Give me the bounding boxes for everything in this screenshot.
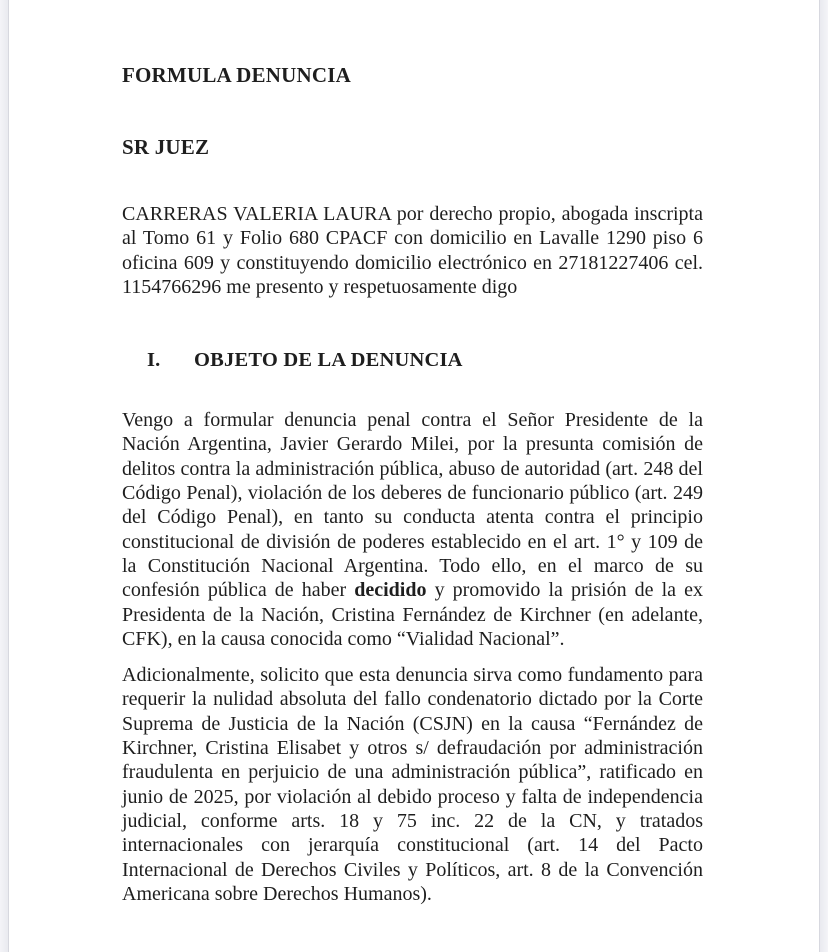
- object-paragraph-bold-word: decidido: [354, 579, 427, 602]
- section-number: I.: [147, 349, 161, 372]
- object-paragraph-text-before: Vengo a formular denuncia penal contra el Señor Presidente de la Nación Argentina, Javier Gerardo Milei, por la presunta comisión de delitos contra la administración pública, abuso de autoridad (art. 248 del Código Penal), violación de los deberes de funcionario público (art. 249 del Código Penal), en tanto su conducta atenta contra el principio constitucional de división de poderes establecido en el art. 1° y 109 de la Constitución Nacional Argentina. Todo ello, en el marco de su confesión pública de haber: [122, 409, 703, 602]
- document-content: [122, 0, 703, 906]
- page-left-edge: [0, 0, 9, 952]
- document-title: FORMULA DENUNCIA: [122, 63, 351, 87]
- salutation: SR JUEZ: [122, 135, 210, 159]
- object-paragraph-text-after: y promovido la prisión de la ex Presidenta de la Nación, Cristina Fernández de Kirchner (en adelante, CFK), en la causa conocida como “Vialidad Nacional”.: [122, 579, 703, 650]
- intro-paragraph: CARRERAS VALERIA LAURA por derecho propio, abogada inscripta al Tomo 61 y Folio 680 CPACF con domicilio en Lavalle 1290 piso 6 oficina 609 y constituyendo domicilio electrónico en 27181227406 cel. 1154766296 me presento y respetuosamente digo: [122, 203, 703, 298]
- section-heading: [122, 347, 703, 373]
- object-paragraph: [122, 408, 703, 651]
- page-right-edge: [819, 0, 828, 952]
- section-title: OBJETO DE LA DENUNCIA: [194, 349, 463, 372]
- additional-paragraph: Adicionalmente, solicito que esta denuncia sirva como fundamento para requerir la nulidad absoluta del fallo condenatorio dictado por la Corte Suprema de Justicia de la Nación (CSJN) en la causa “Fernández de Kirchner, Cristina Elisabet y otros s/ defraudación por administración fraudulenta en perjuicio de una administración pública”, ratificado en junio de 2025, por violación al debido proceso y falta de independencia judicial, conforme arts. 18 y 75 inc. 22 de la CN, y tratados internacionales con jerarquía constitucional (art. 14 del Pacto Internacional de Derechos Civiles y Políticos, art. 8 de la Convención Americana sobre Derechos Humanos).: [122, 664, 703, 905]
